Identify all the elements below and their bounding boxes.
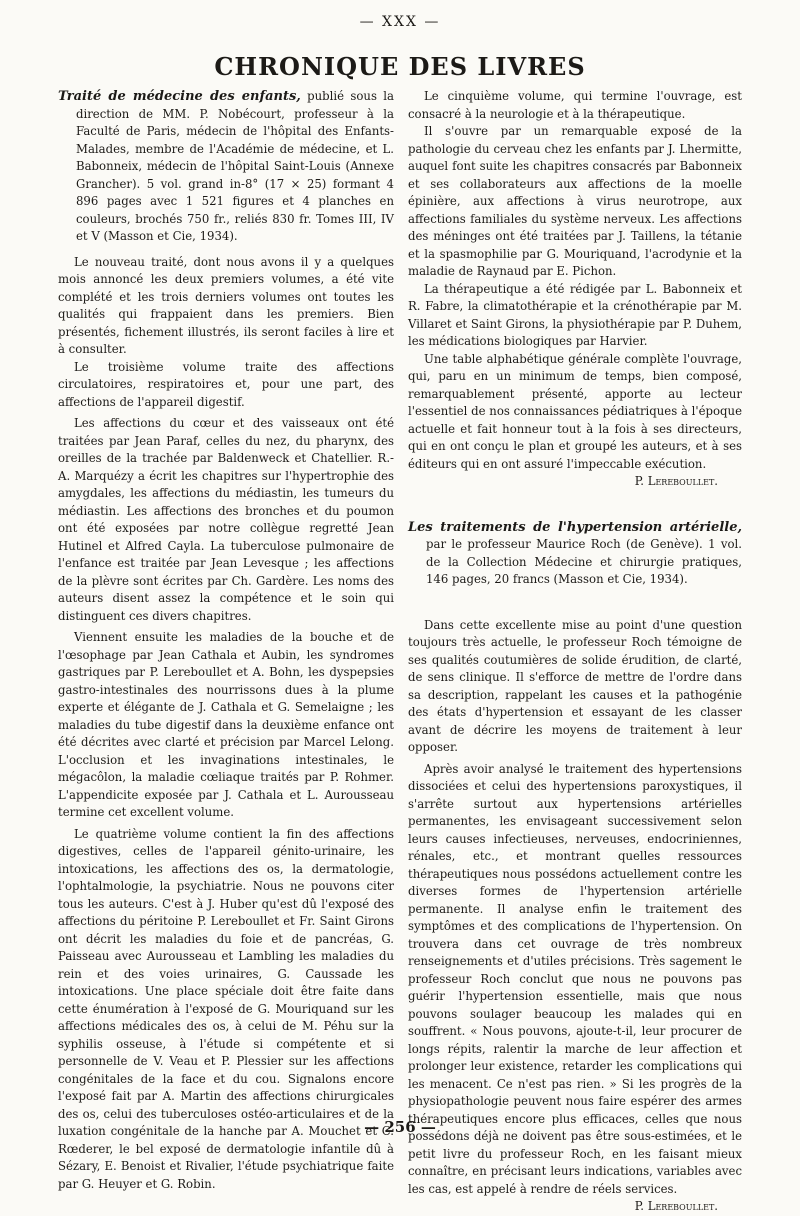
book-info-2: par le professeur Maurice Roch (de Genève). 1 vol. de la Collection Médecine et chirurgie pratiques, 146 pages, 20 francs (Masson et Cie, 1934). <box>426 537 742 586</box>
left-column <box>58 88 394 1193</box>
paragraph: Le troisième volume traite des affections circulatoires, respiratoires et, pour une part, des affections de l'appareil digestif. <box>58 359 394 409</box>
paragraph: La thérapeutique a été rédigée par L. Babonneix et R. Fabre, la climatothérapie et la crénothérapie par M. Villaret et Saint Girons, la physiothérapie par P. Duhem, les médications biologiques par Harvier. <box>408 281 742 348</box>
book-review-header-2 <box>408 519 742 589</box>
book-info-1: publié sous la direction de MM. P. Nobécourt, professeur à la Faculté de Paris, médecin de l'hôpital des Enfants-Malades, membre de l'Académie de médecine, et L. Babonneix, médecin de l'hôpital Saint-Louis (Annexe Grancher). 5 vol. grand in-8° (17 × 25) formant 4 896 pages avec 1 521 figures et 4 planches en couleurs, brochés 750 fr., reliés 830 fr. Tomes III, IV et V (Masson et Cie, 1934). <box>76 89 394 243</box>
signature-1: P. Lereboullet. <box>634 474 718 488</box>
paragraph: Le cinquième volume, qui termine l'ouvrage, est consacré à la neurologie et à la thérapeutique. <box>408 89 742 121</box>
paragraph: Une table alphabétique générale complète l'ouvrage, qui, paru en un minimum de temps, bien composé, remarquablement présenté, apporte au lecteur l'essentiel de nos connaissances pédiatriques à l'époque actuelle et fait honneur tout à la fois à ses directeurs, qui en ont conçu le plan et groupé les auteurs, et à ses éditeurs qui en ont assuré l'impeccable exécution. <box>408 351 742 471</box>
paragraph: Dans cette excellente mise au point d'une question toujours très actuelle, le professeur Roch témoigne de ses qualités coutumières de solide érudition, de clarté, de sens clinique. Il s'efforce de mettre de l'ordre dans sa description, rappelant les causes et la pathogénie des états d'hypertension et essayant de les classer avant de décrire les moyens de traitement à leur opposer. <box>408 617 742 754</box>
page-number: — 256 — <box>364 1118 436 1136</box>
paragraph: Après avoir analysé le traitement des hypertensions dissociées et celui des hypertensions paroxystiques, il s'arrête surtout aux hypertensions artérielles permanentes, les envisageant successivement selon leurs causes infectieuses, nerveuses, endocriniennes, rénales, etc., et montrant quelles ressources thérapeutiques nous possédons actuellement contre les diverses formes de l'hypertension artérielle permanente. Il analyse enfin le traitement des symptômes et des complications de l'hypertension. On trouvera dans cet ouvrage de très nombreux renseignements et d'utiles précisions. Très sagement le professeur Roch conclut que nous ne pouvons pas guérir l'hypertension essentielle, mais que nous pouvons soulager beaucoup les malades qui en souffrent. « Nous pouvons, ajoute-t-il, leur procurer de longs répits, ralentir la marche de leur affection et prolonger leur existence, retarder les complications qui les menacent. Ce n'est pas rien. » Si les progrès de la physiopathologie peuvent nous faire espérer des armes thérapeutiques encore plus efficaces, celles que nous possédons déjà ne doivent pas être sous-estimées, et le petit livre du professeur Roch, en les faisant mieux connaître, en précisant leurs indications, variables avec les cas, est appelé à rendre de réels services. <box>408 761 742 1196</box>
paragraph: Le nouveau traité, dont nous avons il y a quelques mois annoncé les deux premiers volumes, a été vite complété et les trois derniers volumes ont toutes les qualités qui frappaient dans les premiers. Bien présentés, fichement illustrés, ils seront faciles à lire et à consulter. <box>58 254 394 356</box>
signature-2: P. Lereboullet. <box>634 1199 718 1213</box>
book-review-header-1 <box>58 88 394 246</box>
paragraph: Viennent ensuite les maladies de la bouche et de l'œsophage par Jean Cathala et Aubin, les syndromes gastriques par P. Lereboullet et A. Bohn, les dyspepsies gastro-intestinales des nourrissons dues à la plume experte et élégante de J. Cathala et G. Semelaigne ; les maladies du tube digestif dans la deuxième enfance ont été décrites avec clarté et précision par Marcel Lelong. L'occlusion et les invaginations intestinales, le mégacôlon, la maladie cœliaque traités par P. Rohmer. L'appendicite exposée par J. Cathala et L. Aurousseau termine cet excellent volume. <box>58 630 394 819</box>
right-column <box>408 88 742 1216</box>
section-title: CHRONIQUE DES LIVRES <box>214 52 586 81</box>
paragraph: Le quatrième volume contient la fin des affections digestives, celles de l'appareil génito-urinaire, les intoxications, les affections des os, la dermatologie, l'ophtalmologie, la psychiatrie. Nous ne pouvons citer tous les auteurs. C'est à J. Huber qu'est dû l'exposé des affections du péritoine P. Lereboullet et Fr. Saint Girons ont décrit les maladies du foie et de pancréas, G. Paisseau avec Aurousseau et Lambling les maladies du rein et des voies urinaires, G. Caussade les intoxications. Une place spéciale doit être faite dans cette énumération à l'exposé de G. Mouriquand sur les affections médicales des os, à celui de M. Péhu sur la syphilis osseuse, à l'étude si compétente et si personnelle de V. Veau et P. Plessier sur les affections congénitales de la face et du cou. Signalons encore l'exposé fait par A. Martin des affections chirurgicales des os, celui des tuberculoses ostéo-articulaires et de la luxation congénitale de la hanche par A. Mouchet et C. Rœderer, le bel exposé de dermatologie infantile dû à Sézary, E. Benoist et Rivalier, l'étude psychiatrique faite par G. Heuyer et G. Robin. <box>58 826 394 1191</box>
paragraph: Il s'ouvre par un remarquable exposé de la pathologie du cerveau chez les enfants par J. Lhermitte, auquel font suite les chapitres consacrés par Babonneix et ses collaborateurs aux affections de la moelle épinière, aux affections à virus neurotrope, aux affections familiales du système nerveux. Les affections des méninges ont été traitées par J. Taillens, la tétanie et la spasmophilie par G. Mouriquand, l'acrodynie et la maladie de Raynaud par E. Pichon. <box>408 124 742 278</box>
book-title-1: Traité de médecine des enfants, <box>58 89 301 104</box>
paragraph: Les affections du cœur et des vaisseaux ont été traitées par Jean Paraf, celles du nez, du pharynx, des oreilles de la trachée par Baldenweck et Chatellier. R.-A. Marquézy a écrit les chapitres sur l'hypertrophie des amygdales, les affections du médiastin, les tumeurs du médiastin. Les affections des bronches et du poumon ont été exposées par notre collègue regretté Jean Hutinel et Alfred Cayla. La tuberculose pulmonaire de l'enfance est traitée par Jean Levesque ; les affections de la plèvre sont écrites par Ch. Gardère. Les noms des auteurs disent assez la compétence et le soin qui distinguent ces divers chapitres. <box>58 416 394 623</box>
book-title-2: Les traitements de l'hypertension artérielle, <box>408 519 742 535</box>
running-header: — XXX — <box>359 14 441 30</box>
